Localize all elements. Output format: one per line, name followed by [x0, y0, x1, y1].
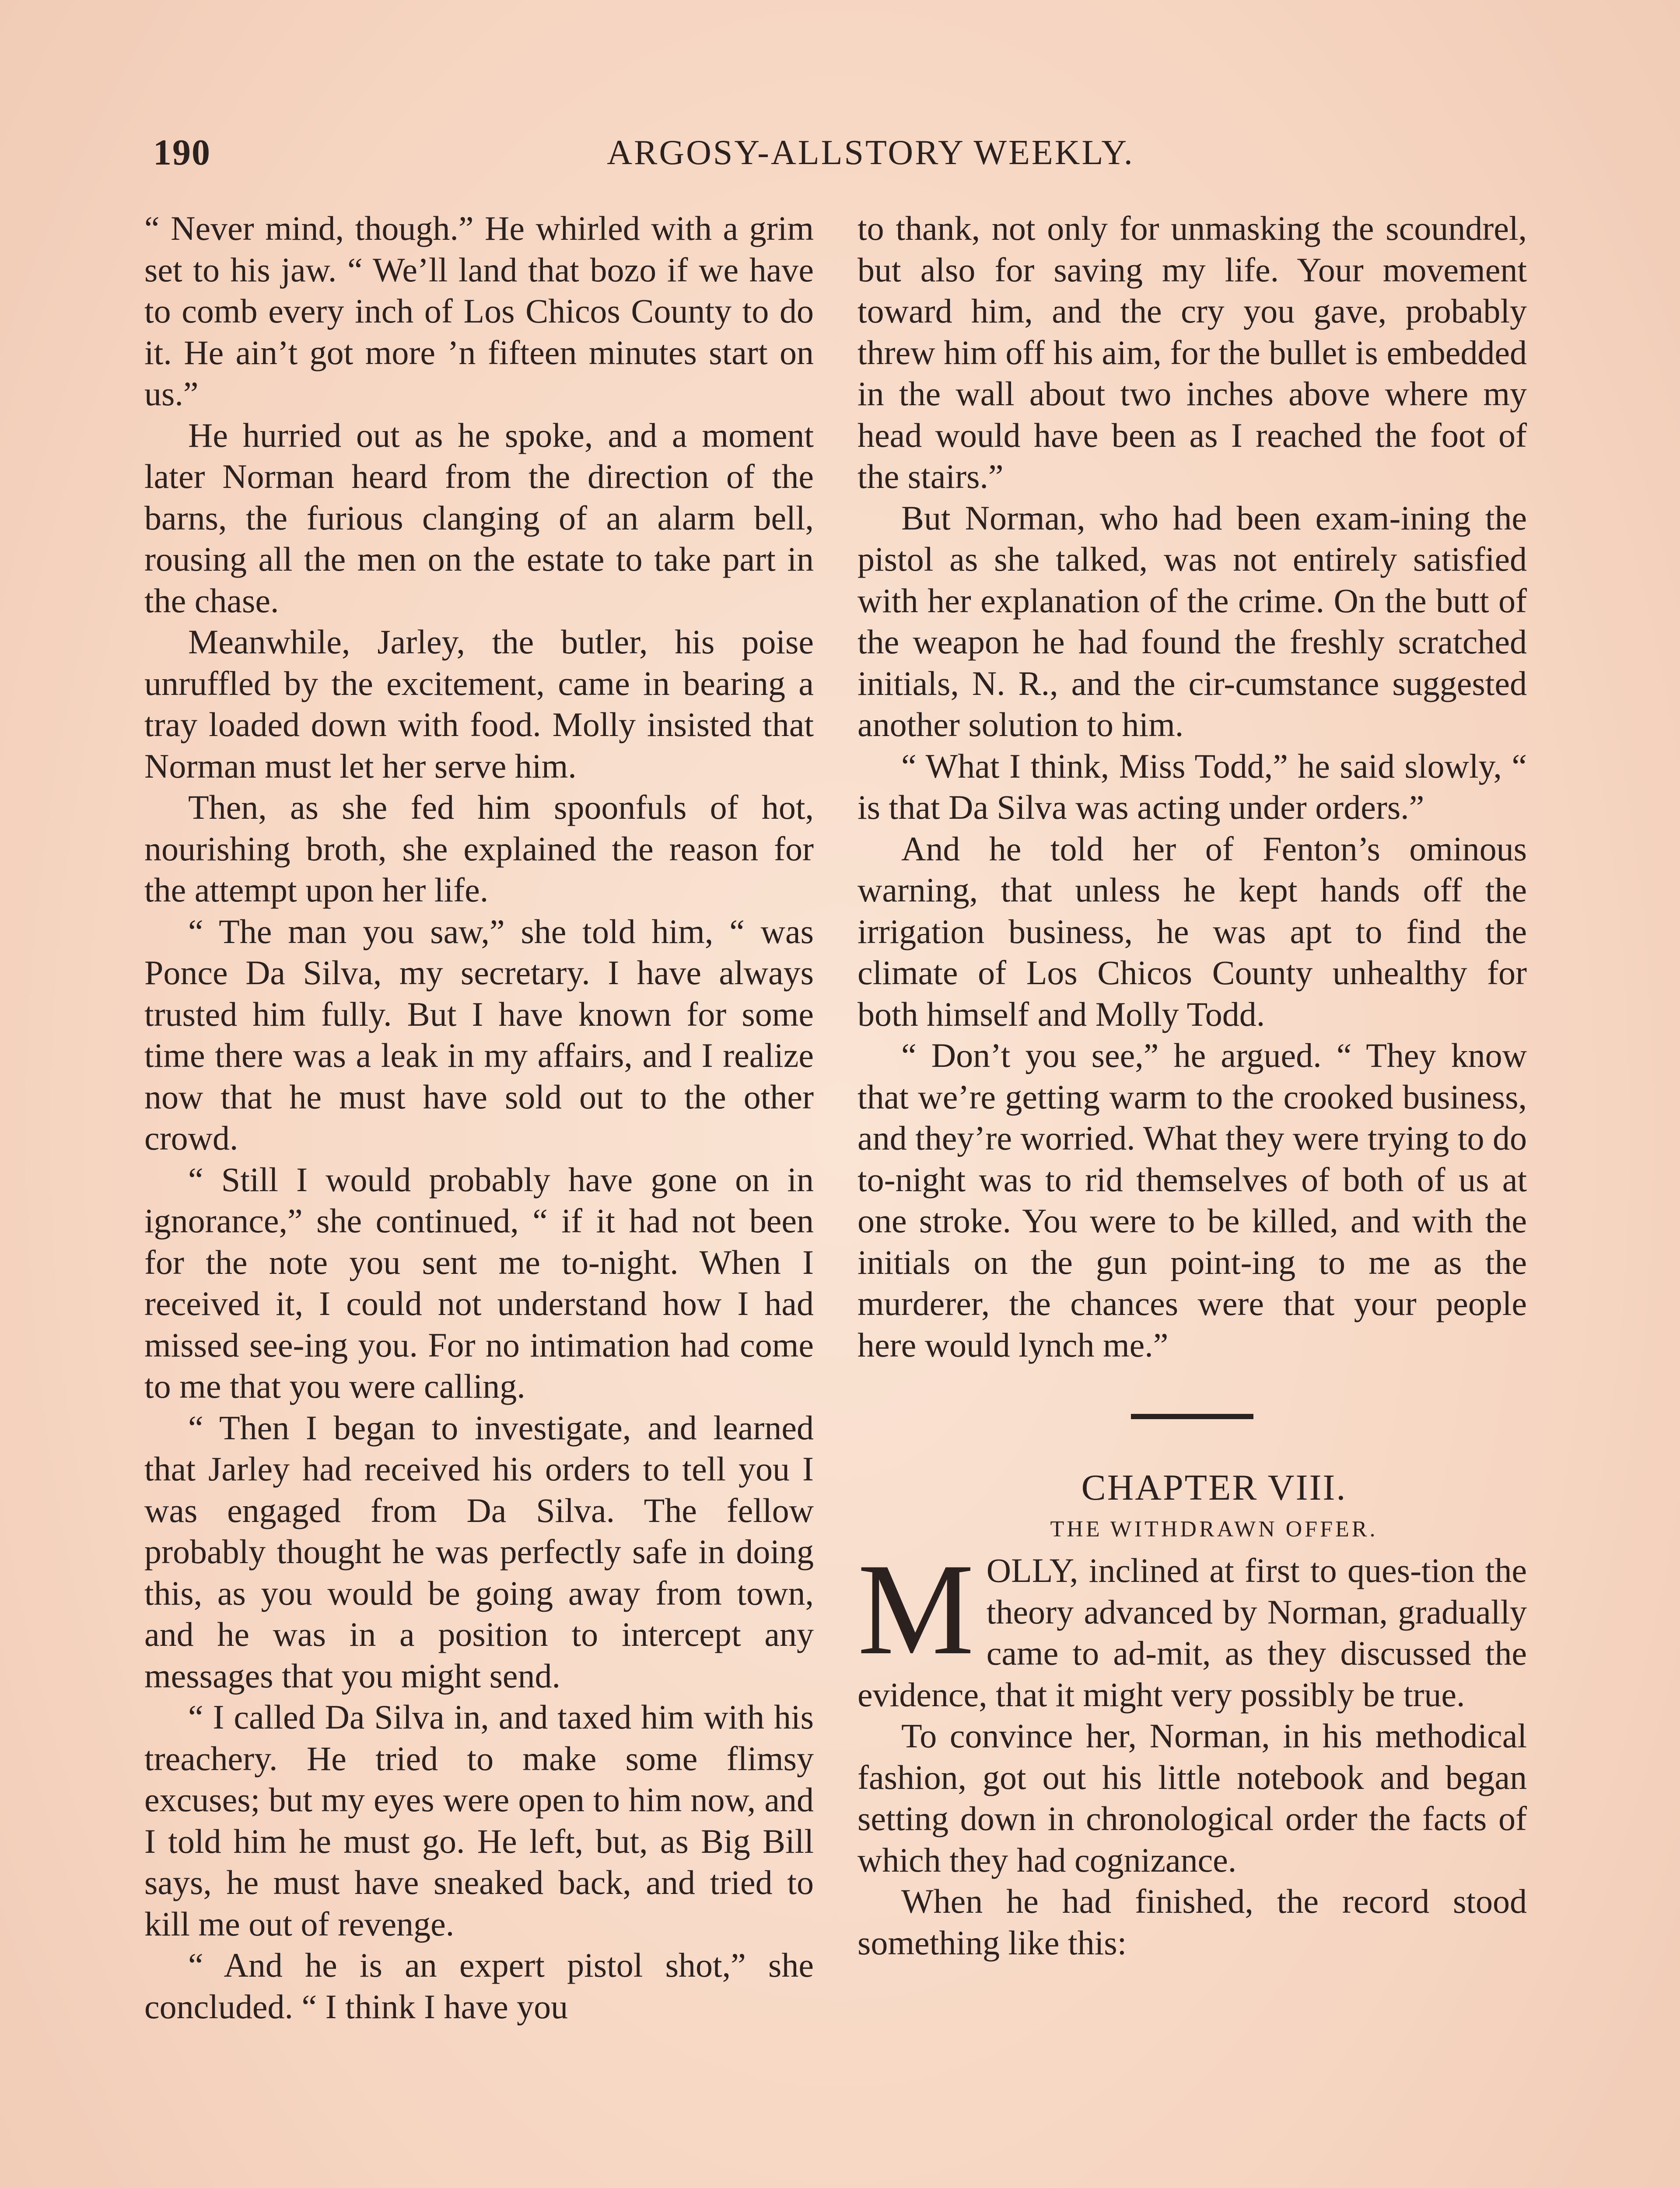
- section-divider: [1131, 1414, 1253, 1419]
- paragraph: “ Never mind, though.” He whirled with a grim set to his jaw. “ We’ll land that bozo if we have to comb every inch of Los Chicos County to do it. He ain’t got more ’n fifteen minutes start on us.”: [144, 209, 814, 413]
- chapter-opening-paragraph: [858, 1536, 1527, 1715]
- paragraph: “ And he is an expert pistol shot,” she concluded. “ I think I have you: [144, 1946, 814, 2026]
- paragraph: “ Don’t you see,” he argued. “ They know that we’re getting warm to the crooked business, and they’re worried. What they were trying to do to-night was to rid themselves of both of us at one stroke. You were to be killed, and with the initials on the gun point-ing to me as the murderer, the chances were that your people here would lynch me.”: [858, 1036, 1527, 1364]
- paragraph: “ Then I began to investigate, and learned that Jarley had received his orders to tell you I was engaged from Da Silva. The fellow probably thought he was perfectly safe in doing this, as you would be going away from town, and he was in a position to intercept any messages that you might send.: [144, 1408, 814, 1695]
- paragraph: to thank, not only for unmasking the scoundrel, but also for saving my life. Your movement toward him, and the cry you gave, probably threw him off his aim, for the bullet is embedded in the wall about two inches above where my head would have been as I reached the foot of the stairs.”: [858, 209, 1527, 495]
- paragraph: He hurried out as he spoke, and a moment later Norman heard from the direction of the barns, the furious clanging of an alarm bell, rousing all the men on the estate to take part in the chase.: [144, 416, 814, 620]
- paragraph: “ I called Da Silva in, and taxed him with his treachery. He tried to make some flimsy excuses; but my eyes were open to him now, and I told him he must go. He left, but, as Big Bill says, he must have sneaked back, and tried to kill me out of revenge.: [144, 1698, 814, 1943]
- chapter-subtitle: THE WITHDRAWN OFFER.: [1050, 1516, 1378, 1542]
- running-title: ARGOSY-ALLSTORY WEEKLY.: [607, 133, 1134, 172]
- paragraph: Meanwhile, Jarley, the butler, his poise unruffled by the excitement, came in bearing a tray loaded down with food. Molly insisted that Norman must let her serve him.: [144, 623, 814, 785]
- paragraph: When he had finished, the record stood something like this:: [858, 1882, 1527, 1962]
- paragraph: “ Still I would probably have gone on in ignorance,” she continued, “ if it had not been for the note you sent me to-night. When I received it, I could not understand how I had missed see-ing you. For no intimation had come to me that you were calling.: [144, 1160, 814, 1405]
- chapter-title: CHAPTER VIII.: [1081, 1467, 1347, 1508]
- left-column: [144, 208, 814, 2027]
- paragraph: But Norman, who had been exam-ining the pistol as she talked, was not entirely satisfied with her explanation of the crime. On the butt of the weapon he had found the freshly scratched initials, N. R., and the cir-cumstance suggested another solution to him.: [858, 498, 1527, 743]
- paragraph: And he told her of Fenton’s ominous warning, that unless he kept hands off the irrigation business, he was apt to find the climate of Los Chicos County unhealthy for both himself and Molly Todd.: [858, 829, 1527, 1033]
- page-number: 190: [153, 132, 211, 173]
- drop-cap: M: [858, 1536, 974, 1682]
- paragraph: Then, as she fed him spoonfuls of hot, nourishing broth, she explained the reason for the attempt upon her life.: [144, 788, 814, 909]
- opening-text: OLLY, inclined at first to ques-tion the theory advanced by Norman, gradually came to ad-mit, as they discussed the evidence, that it might very possibly be true.: [858, 1551, 1527, 1714]
- right-column: [858, 208, 1527, 1964]
- paragraph: “ What I think, Miss Todd,” he said slowly, “ is that Da Silva was acting under orders.”: [858, 747, 1527, 826]
- page-header: [144, 131, 1544, 179]
- paragraph: To convince her, Norman, in his methodical fashion, got out his little notebook and began setting down in chronological order the facts of which they had cognizance.: [858, 1717, 1527, 1879]
- paragraph: “ The man you saw,” she told him, “ was Ponce Da Silva, my secretary. I have always trusted him fully. But I have known for some time there was a leak in my affairs, and I realize now that he must have sold out to the other crowd.: [144, 912, 814, 1157]
